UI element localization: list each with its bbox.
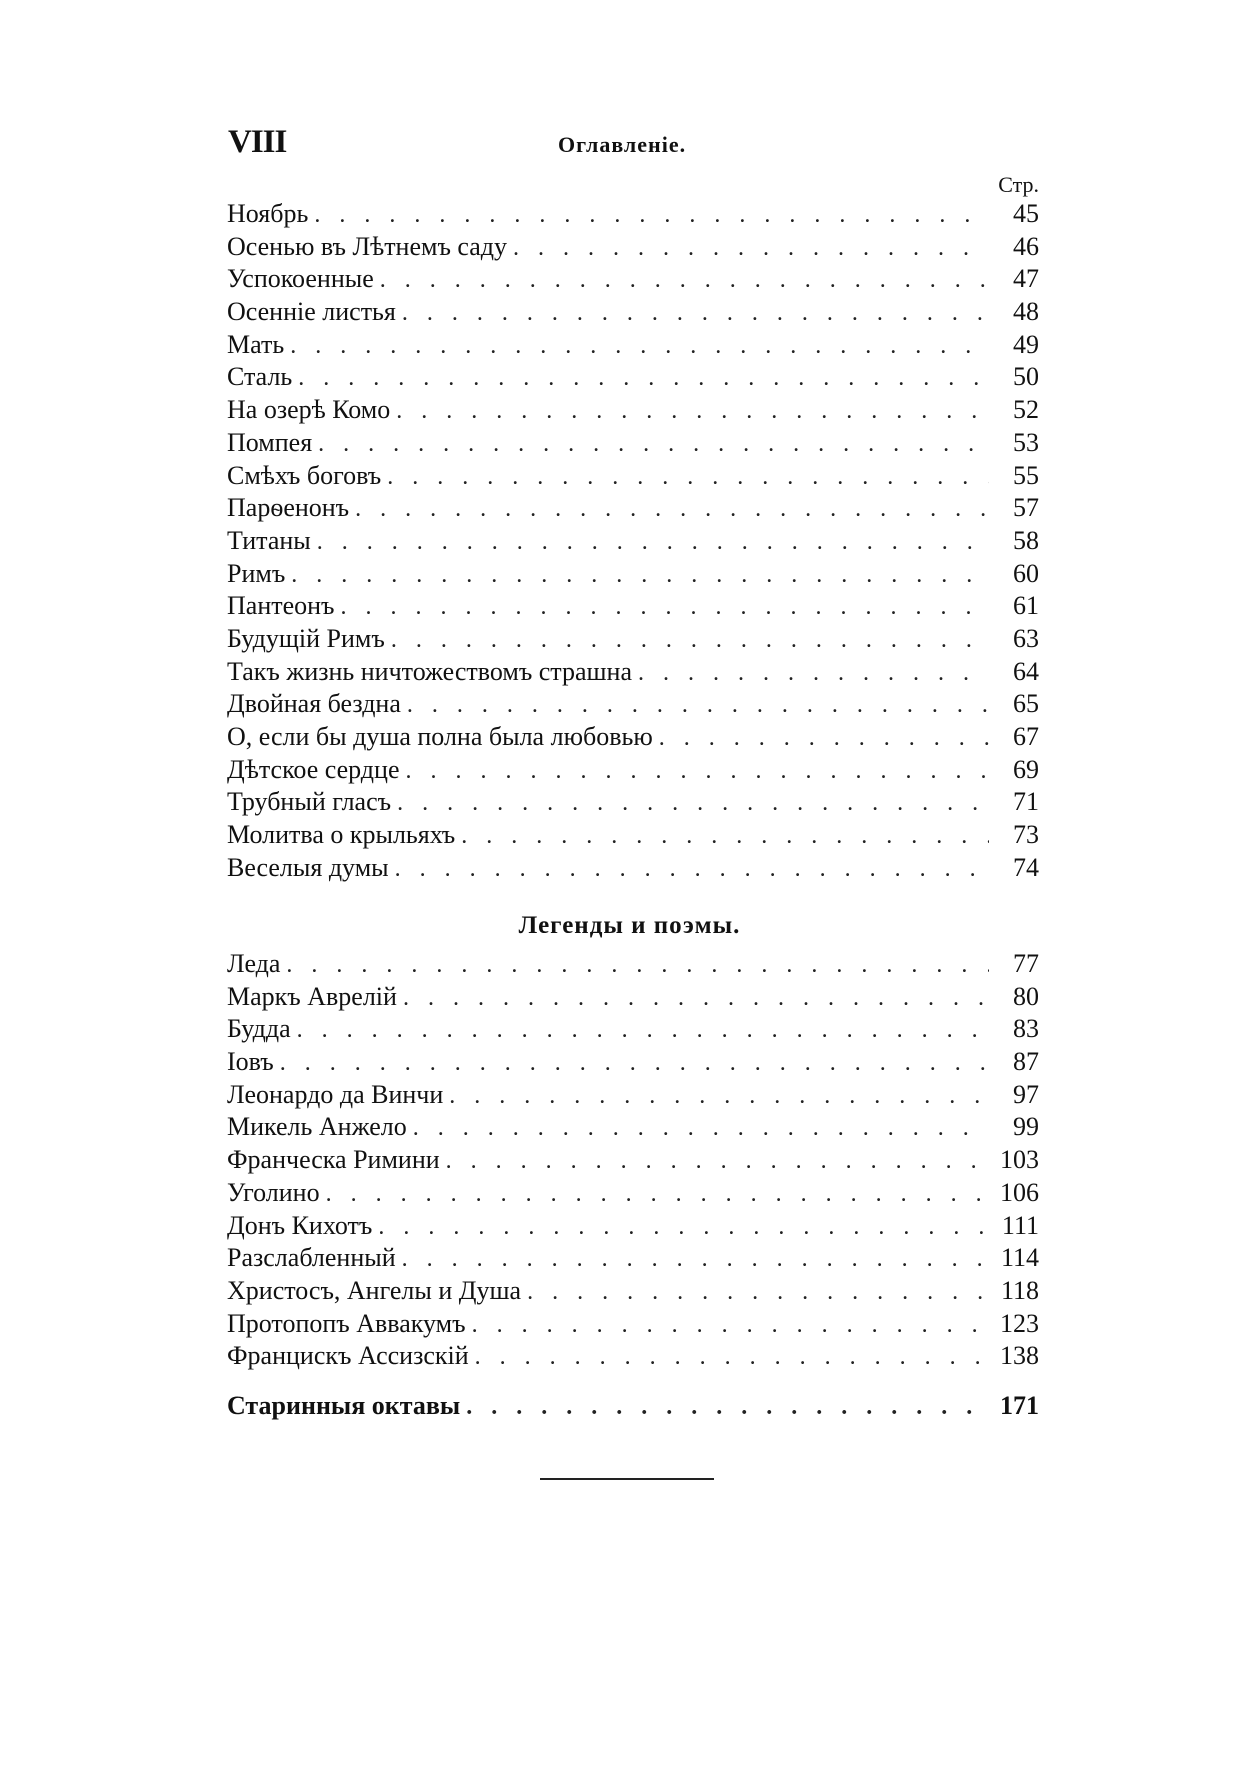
toc-entry-title: Осенніе листья xyxy=(227,297,396,327)
toc-entry-page: 106 xyxy=(1000,1177,1039,1207)
dot-leader xyxy=(290,330,989,363)
toc-entry xyxy=(227,1111,1039,1144)
toc-entry xyxy=(227,361,1039,394)
toc-entry xyxy=(227,590,1039,623)
toc-entry-page: 57 xyxy=(1013,493,1039,523)
toc-entry-title: Будда xyxy=(227,1014,291,1044)
toc-entry xyxy=(227,656,1039,689)
toc-entry-page: 60 xyxy=(1013,558,1039,588)
toc-entry-title: Леда xyxy=(227,949,281,978)
toc-entry xyxy=(227,1242,1039,1275)
dot-leader xyxy=(402,297,989,330)
toc-entry-title: Титаны xyxy=(227,525,311,555)
dot-leader xyxy=(638,657,989,690)
dot-leader xyxy=(391,624,989,657)
toc-entry-page: 46 xyxy=(1013,231,1039,261)
toc-entry xyxy=(227,948,1039,981)
toc-entry xyxy=(227,688,1039,721)
toc-entry xyxy=(227,231,1039,264)
dot-leader xyxy=(298,362,989,395)
toc-entry xyxy=(227,296,1039,329)
toc-entry xyxy=(227,1079,1039,1112)
toc-entry-title: Осенью въ Лѣтнемъ саду xyxy=(227,231,508,261)
toc-entry-page: 69 xyxy=(1013,754,1039,784)
toc-entry-title: Успокоенные xyxy=(227,264,374,294)
toc-entry xyxy=(227,1046,1039,1079)
toc-entry-page: 103 xyxy=(1000,1145,1039,1175)
dot-leader xyxy=(475,1341,989,1374)
toc-entry-page: 63 xyxy=(1013,623,1039,653)
toc-entry xyxy=(227,1390,1039,1423)
dot-leader xyxy=(286,949,989,982)
toc-entry-title: Франческа Римини xyxy=(227,1145,440,1175)
toc-entry xyxy=(227,1308,1039,1341)
dot-leader xyxy=(659,722,989,755)
toc-entry xyxy=(227,1013,1039,1046)
toc-entry-title: Трубный гласъ xyxy=(227,787,392,817)
dot-leader xyxy=(402,1243,989,1276)
dot-leader xyxy=(317,526,989,559)
dot-leader xyxy=(280,1047,989,1080)
dot-leader xyxy=(449,1080,989,1113)
dot-leader xyxy=(413,1112,989,1145)
toc-entry-title: Леонардо да Винчи xyxy=(227,1079,444,1109)
toc-entry-page: 123 xyxy=(1000,1308,1039,1338)
toc-entry-title: О, если бы душа полна была любовью xyxy=(227,722,653,751)
toc-entry-title: Донъ Кихотъ xyxy=(227,1210,373,1240)
dot-leader xyxy=(380,264,989,297)
dot-leader xyxy=(466,1391,989,1424)
toc-entry-page: 87 xyxy=(1013,1047,1039,1077)
dot-leader xyxy=(396,395,989,428)
dot-leader xyxy=(403,982,989,1015)
toc-entry xyxy=(227,263,1039,296)
toc-entry-title: Францискъ Ассизскій xyxy=(227,1341,469,1371)
toc-entry-title: Старинныя октавы xyxy=(227,1391,461,1420)
toc-entry-page: 55 xyxy=(1013,460,1039,490)
toc-entry-title: Маркъ Аврелій xyxy=(227,981,397,1011)
toc-entry-title: Пантеонъ xyxy=(227,591,335,621)
toc-entry-page: 65 xyxy=(1013,689,1039,719)
toc-entry-page: 45 xyxy=(1013,199,1039,228)
toc-entry-page: 52 xyxy=(1013,395,1039,425)
toc-entry xyxy=(227,198,1039,231)
toc-entry xyxy=(227,721,1039,754)
toc-entry xyxy=(227,492,1039,525)
toc-entry-page: 171 xyxy=(1000,1391,1039,1420)
toc-entry xyxy=(227,754,1039,787)
toc-entry-page: 80 xyxy=(1013,981,1039,1011)
toc-section-final xyxy=(227,1390,1039,1423)
dot-leader xyxy=(407,689,989,722)
page-column-label: Стр. xyxy=(998,172,1039,197)
toc-entry-page: 111 xyxy=(1001,1210,1039,1240)
closing-rule xyxy=(540,1478,714,1480)
toc-entry xyxy=(227,460,1039,493)
dot-leader xyxy=(291,559,989,592)
toc-entry xyxy=(227,525,1039,558)
dot-leader xyxy=(355,493,989,526)
toc-entry-title: Разслабленный xyxy=(227,1243,396,1273)
toc-entry xyxy=(227,1210,1039,1243)
dot-leader xyxy=(318,428,989,461)
running-title: Оглавленіе. xyxy=(558,132,687,157)
dot-leader xyxy=(397,787,989,820)
toc-entry xyxy=(227,786,1039,819)
toc-entry-title: Іовъ xyxy=(227,1047,274,1077)
toc-entry-page: 53 xyxy=(1013,427,1039,457)
toc-entry-page: 71 xyxy=(1013,787,1039,817)
toc-entry-title: Будущій Римъ xyxy=(227,623,385,653)
toc-entry-page: 47 xyxy=(1013,264,1039,294)
toc-entry-page: 77 xyxy=(1013,949,1039,978)
toc-entry-page: 114 xyxy=(1000,1243,1039,1273)
toc-entry-page: 118 xyxy=(1000,1275,1039,1305)
toc-entry-page: 58 xyxy=(1013,525,1039,555)
toc-entry xyxy=(227,558,1039,591)
page-header xyxy=(228,124,1038,164)
toc-entry-title: Дѣтское сердце xyxy=(227,754,400,784)
dot-leader xyxy=(341,591,990,624)
toc-entry-page: 99 xyxy=(1013,1112,1039,1142)
toc-entry-title: Сталь xyxy=(227,362,293,392)
toc-entry xyxy=(227,819,1039,852)
toc-entry-title: Помпея xyxy=(227,427,313,457)
dot-leader xyxy=(326,1178,989,1211)
toc-entry xyxy=(227,852,1039,885)
dot-leader xyxy=(461,820,989,853)
toc-entry-title: Мать xyxy=(227,329,285,359)
toc-entry-page: 67 xyxy=(1013,722,1039,751)
toc-entry-title: Христосъ, Ангелы и Душа xyxy=(227,1275,522,1305)
toc-entry-title: Уголино xyxy=(227,1177,320,1207)
toc-entry-page: 97 xyxy=(1013,1079,1039,1109)
dot-leader xyxy=(527,1276,989,1309)
toc-entry xyxy=(227,1275,1039,1308)
toc-entry-title: Такъ жизнь ничтожествомъ страшна xyxy=(227,656,632,686)
toc-entry xyxy=(227,1144,1039,1177)
dot-leader xyxy=(472,1309,989,1342)
dot-leader xyxy=(395,853,989,886)
section-heading-legends: Легенды и поэмы. xyxy=(518,912,741,939)
dot-leader xyxy=(405,755,989,788)
toc-entry-title: Двойная бездна xyxy=(227,689,401,719)
toc-entry-title: Римъ xyxy=(227,558,286,588)
toc-entry-page: 48 xyxy=(1013,297,1039,327)
dot-leader xyxy=(378,1211,989,1244)
dot-leader xyxy=(513,232,989,265)
dot-leader xyxy=(387,461,989,494)
toc-entry-page: 49 xyxy=(1013,329,1039,359)
toc-entry-page: 50 xyxy=(1013,362,1039,392)
toc-entry-title: Молитва о крыльяхъ xyxy=(227,820,456,850)
toc-entry-title: На озерѣ Комо xyxy=(227,395,391,425)
toc-entry-title: Микель Анжело xyxy=(227,1112,407,1142)
toc-entry-page: 64 xyxy=(1013,656,1039,686)
toc-section-legends xyxy=(227,948,1039,1373)
toc-entry xyxy=(227,623,1039,656)
toc-section-poems xyxy=(227,198,1039,884)
dot-leader xyxy=(297,1014,989,1047)
toc-entry xyxy=(227,329,1039,362)
toc-entry xyxy=(227,1177,1039,1210)
toc-entry-title: Протопопъ Аввакумъ xyxy=(227,1308,466,1338)
toc-entry xyxy=(227,1340,1039,1373)
dot-leader xyxy=(314,199,989,232)
toc-entry-page: 73 xyxy=(1013,820,1039,850)
toc-entry-page: 74 xyxy=(1013,852,1039,882)
dot-leader xyxy=(446,1145,989,1178)
page-folio: VIII xyxy=(228,124,287,160)
toc-entry-page: 61 xyxy=(1013,591,1039,621)
toc-entry xyxy=(227,394,1039,427)
toc-entry xyxy=(227,427,1039,460)
toc-entry-title: Смѣхъ боговъ xyxy=(227,460,382,490)
toc-entry-title: Ноябрь xyxy=(227,199,309,228)
toc-entry-title: Веселыя думы xyxy=(227,852,389,882)
toc-entry-title: Парѳенонъ xyxy=(227,493,350,523)
toc-entry-page: 83 xyxy=(1013,1014,1039,1044)
toc-entry xyxy=(227,981,1039,1014)
toc-entry-page: 138 xyxy=(1000,1341,1039,1371)
